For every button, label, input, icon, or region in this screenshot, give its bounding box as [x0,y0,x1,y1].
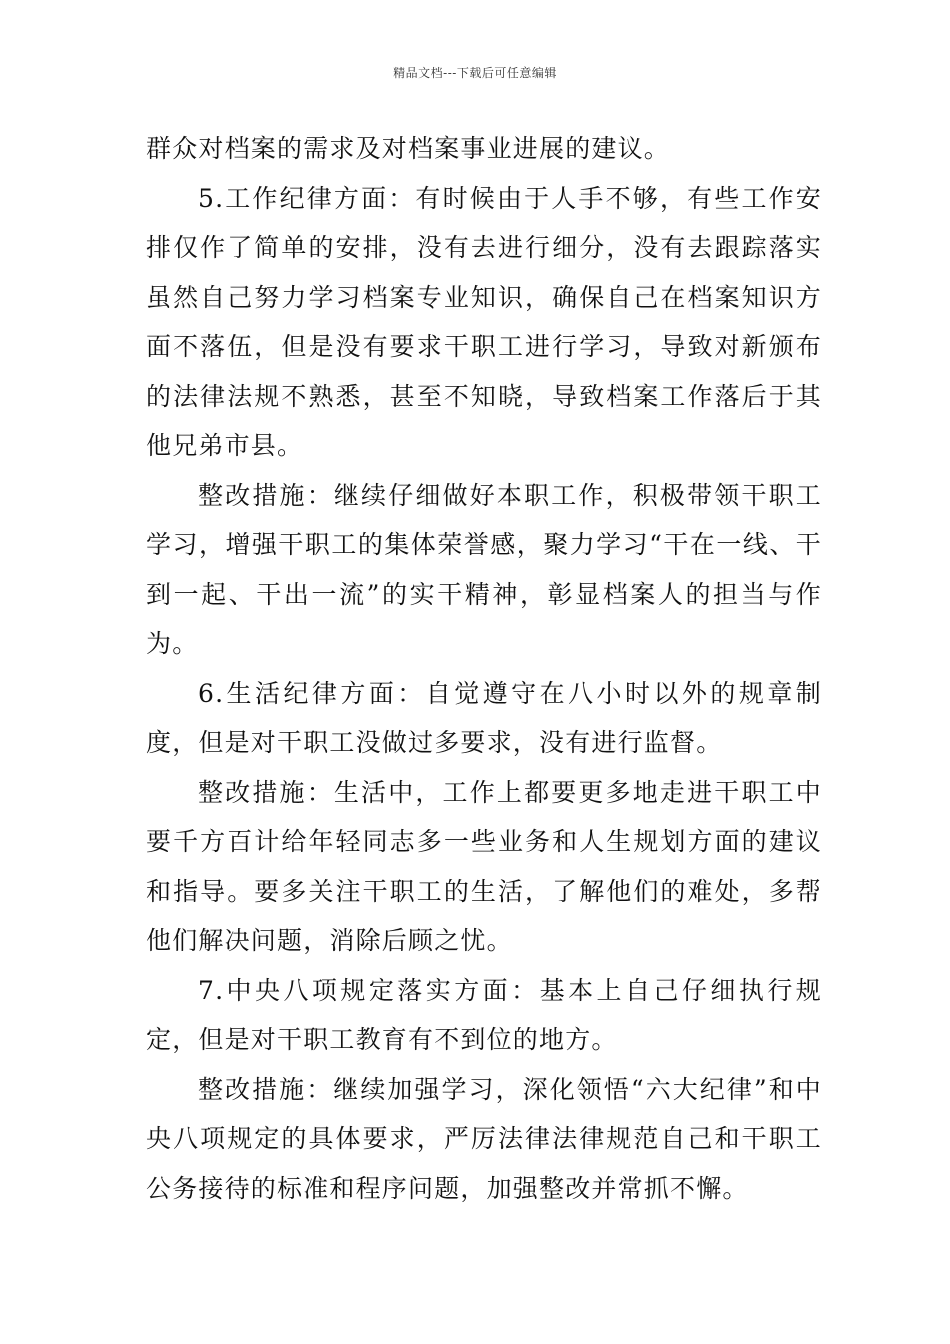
paragraph-life-discipline: 6.生活纪律方面：自觉遵守在八小时以外的规章制度，但是对干职工没做过多要求，没有进行监督。 [146,678,822,757]
paragraph-rectification-3: 整改措施：继续加强学习，深化领悟“六大纪律”和中央八项规定的具体要求，严厉法律法律规范自己和干职工公务接待的标准和程序问题，加强整改并常抓不懈。 [146,1074,822,1203]
paragraph-work-discipline: 5.工作纪律方面：有时候由于人手不够，有些工作安排仅作了简单的安排，没有去进行细分，没有去跟踪落实虽然自己努力学习档案专业知识，确保自己在档案知识方面不落伍，但是没有要求干职工进行学习，导致对新颁布的法律法规不熟悉，甚至不知晓，导致档案工作落后于其他兄弟市县。 [146,183,822,460]
paragraph-eight-regulations: 7.中央八项规定落实方面：基本上自己仔细执行规定，但是对干职工教育有不到位的地方。 [146,975,822,1054]
document-body [146,124,822,1213]
page-header: 精品文档---下载后可任意编辑 [393,66,557,80]
paragraph-rectification-1: 整改措施：继续仔细做好本职工作，积极带领干职工学习，增强干职工的集体荣誉感，聚力学习“干在一线、干到一起、干出一流”的实干精神，彰显档案人的担当与作为。 [146,480,822,658]
paragraph-continuation: 群众对档案的需求及对档案事业进展的建议。 [146,134,671,163]
paragraph-rectification-2: 整改措施：生活中，工作上都要更多地走进干职工中要千方百计给年轻同志多一些业务和人生规划方面的建议和指导。要多关注干职工的生活，了解他们的难处，多帮他们解决问题，消除后顾之忧。 [146,777,822,955]
